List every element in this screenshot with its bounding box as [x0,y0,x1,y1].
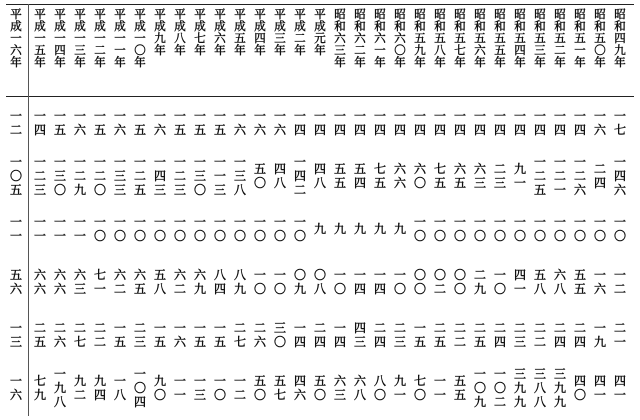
value-cell: 一 四 [373,108,386,137]
value-cell: 五 五 [573,267,586,296]
value-cell: 二 九 [473,267,486,296]
value-cell: 一 四 [493,108,506,137]
value-cell: 一 三 〇 [193,154,206,197]
year-header: 昭 和 五 一 年 [574,7,586,69]
value-cell: 一 四 [373,267,386,296]
value-cell: 六 二 [113,267,126,296]
value-cell: 九 二 [73,373,86,402]
value-cell: 一 九 八 [53,366,66,409]
value-cell: 一 五 [213,108,226,137]
year-column [530,4,550,416]
year-column [390,4,410,416]
value-cell: 一 四 [413,108,426,137]
value-cell: 一 四 [33,108,46,137]
value-cell: 三 九 九 [513,366,526,409]
year-header: 平 成 七 年 [194,7,206,57]
value-cell: 一 六 [593,267,606,296]
year-column [170,4,190,416]
value-cell: 一 六 [73,108,86,137]
year-column [610,4,630,416]
value-cell: 一 三 八 [233,154,246,197]
value-cell: 一 〇 [213,373,226,402]
value-cell: 二 二 [533,320,546,349]
value-cell: 一 〇 [113,214,126,243]
year-header: 昭 和 五 二 年 [554,7,566,69]
value-cell: 一 六 [253,108,266,137]
value-cell: 四 一 [513,267,526,296]
value-cell: 四 一 [593,373,606,402]
value-cell: 一 五 [133,108,146,137]
value-cell: 二 三 [493,161,506,190]
value-cell: 五 〇 [253,373,266,402]
value-cell: 一 四 [473,108,486,137]
value-cell: 一 〇 [533,214,546,243]
value-cell: 一 四 [393,108,406,137]
first-column-rule [28,4,29,416]
value-cell: 〇 〇 [453,267,466,296]
year-header: 昭 和 六 〇 年 [394,7,406,69]
year-header: 昭 和 五 〇 年 [594,7,606,69]
year-header: 平 成 一 三 年 [74,7,86,69]
year-column [410,4,430,416]
year-column [30,4,50,416]
value-cell: 一 〇 [493,214,506,243]
year-header: 平 成 元 年 [314,7,326,57]
value-cell: 二 三 [133,320,146,349]
value-cell: 一 〇 [473,214,486,243]
value-cell: 一 二 五 [133,154,146,197]
value-cell: 一 二 三 [173,154,186,197]
value-cell: 一 一 [33,214,46,243]
value-cell: 一 二 五 [533,154,546,197]
value-cell: 一 〇 [493,267,506,296]
value-cell: 五 四 [353,161,366,190]
year-column [310,4,330,416]
value-cell: 一 二 一 [553,154,566,197]
year-column [330,4,350,416]
value-cell: 一 〇 [293,214,306,243]
value-cell: 一 〇 五 [9,154,22,197]
value-cell: 一 二 [613,267,626,296]
value-cell: 二 三 [513,320,526,349]
value-cell: 一 八 [113,373,126,402]
value-cell: 一 六 [153,108,166,137]
value-cell: 一 五 [173,108,186,137]
year-column [6,4,26,416]
year-header: 平 成 一 五 年 [34,7,46,69]
value-cell: 一 〇 [213,214,226,243]
value-cell: 二 四 [313,320,326,349]
year-header: 昭 和 四 九 年 [614,7,626,69]
value-cell: 四 三 [353,320,366,349]
value-cell: 一 〇 [253,267,266,296]
year-header: 平 成 五 年 [234,7,246,57]
value-cell: 一 〇 [593,214,606,243]
value-cell: 一 〇 [153,214,166,243]
value-cell: 九 一 [513,161,526,190]
value-cell: 二 一 [613,320,626,349]
value-cell: 五 六 [9,267,22,296]
value-cell: 一 〇 二 [493,366,506,409]
value-cell: 五 八 [533,267,546,296]
value-cell: 一 四 六 [613,154,626,197]
value-cell: 一 四 三 [153,154,166,197]
value-cell: 六 三 [73,267,86,296]
value-cell: 二 六 [53,320,66,349]
value-cell: 一 〇 [93,214,106,243]
value-cell: 一 九 [593,320,606,349]
year-header: 平 成 三 年 [274,7,286,57]
value-cell: 六 六 [53,267,66,296]
value-cell: 一 〇 [273,267,286,296]
value-cell: 〇 〇 [413,267,426,296]
value-cell: 一 六 [113,108,126,137]
value-cell: 五 八 [153,267,166,296]
value-cell: 六 六 [393,161,406,190]
value-cell: 八 九 [233,267,246,296]
year-column [190,4,210,416]
value-cell: 六 八 [353,373,366,402]
value-cell: 一 五 [53,108,66,137]
value-cell: 五 〇 [313,373,326,402]
value-cell: 一 一 三 [213,154,226,197]
value-cell: 九 [393,221,406,236]
value-cell: 五 五 [453,373,466,402]
value-cell: 一 五 [153,320,166,349]
value-cell: 七 五 [433,161,446,190]
value-cell: 一 〇 [173,214,186,243]
value-cell: 六 六 [33,267,46,296]
year-header: 昭 和 五 四 年 [514,7,526,69]
value-cell: 六 九 [193,267,206,296]
value-cell: 二 五 [33,320,46,349]
value-cell: 〇 九 [293,267,306,296]
value-cell: 二 二 [453,320,466,349]
year-column [50,4,70,416]
value-cell: 一 三 三 [113,154,126,197]
value-cell: 一 四 [513,108,526,137]
value-cell: 〇 八 [313,267,326,296]
year-column [70,4,90,416]
value-cell: 二 三 [393,320,406,349]
value-cell: 一 四 [533,108,546,137]
year-header: 昭 和 五 七 年 [454,7,466,69]
value-cell: 一 一 [73,214,86,243]
value-cell: 六 五 [133,267,146,296]
value-cell: 一 四 [573,108,586,137]
value-cell: 四 六 [293,373,306,402]
value-cell: 一 六 [593,108,606,137]
value-cell: 四 〇 [573,373,586,402]
year-header: 平 成 九 年 [154,7,166,57]
value-cell: 九 [333,221,346,236]
year-column [510,4,530,416]
value-cell: 一 〇 [513,214,526,243]
value-cell: 五 五 [333,161,346,190]
value-cell: 一 四 [333,108,346,137]
value-cell: 一 二 〇 [93,154,106,197]
value-cell: 一 六 [273,108,286,137]
year-column [470,4,490,416]
year-column [550,4,570,416]
value-cell: 一 〇 [453,214,466,243]
value-cell: 二 五 [473,320,486,349]
value-cell: 一 〇 [433,214,446,243]
year-header: 昭 和 五 八 年 [434,7,446,69]
value-cell: 五 〇 [253,161,266,190]
year-column [490,4,510,416]
year-column [150,4,170,416]
value-cell: 四 八 [313,161,326,190]
year-column [210,4,230,416]
value-cell: 一 〇 [553,214,566,243]
year-column [250,4,270,416]
value-cell: 一 五 [213,320,226,349]
value-cell: 七 一 [93,267,106,296]
value-cell: 一 四 [553,108,566,137]
year-header: 昭 和 六 三 年 [334,7,346,69]
value-cell: 九 四 [93,373,106,402]
value-cell: 一 五 [193,108,206,137]
value-cell: 二 七 [73,320,86,349]
year-header: 平 成 一 〇 年 [134,7,146,69]
value-cell: 七 九 [33,373,46,402]
value-cell: 八 〇 [373,373,386,402]
value-cell: 二 四 [493,320,506,349]
year-column [450,4,470,416]
value-cell: 四 一 [613,373,626,402]
value-cell: 一 一 [53,214,66,243]
value-cell: 六 〇 [413,161,426,190]
value-cell: 二 五 [433,320,446,349]
value-cell: 一 一 [173,373,186,402]
year-header: 昭 和 五 六 年 [474,7,486,69]
value-cell: 一 二 [9,108,22,137]
year-column [430,4,450,416]
value-cell: 一 二 [233,373,246,402]
value-cell: 一 七 [613,108,626,137]
value-cell: 一 四 [453,108,466,137]
year-column [90,4,110,416]
value-cell: 一 五 [413,320,426,349]
year-column [350,4,370,416]
value-cell: 一 〇 [193,214,206,243]
value-cell: 九 一 [393,373,406,402]
value-cell: 一 五 [93,108,106,137]
year-header: 平 成 八 年 [174,7,186,57]
value-cell: 一 〇 九 [473,366,486,409]
value-cell: 一 二 九 [73,154,86,197]
value-cell: 一 〇 [393,267,406,296]
year-header: 昭 和 六 二 年 [354,7,366,69]
value-cell: 九 〇 [153,373,166,402]
value-cell: 一 三 [193,373,206,402]
value-cell: 一 四 [293,320,306,349]
value-cell: 一 五 [193,320,206,349]
value-cell: 一 〇 四 [133,366,146,409]
year-column [370,4,390,416]
value-cell: 一 〇 [333,267,346,296]
value-cell: 二 四 [593,161,606,190]
value-cell: 二 七 [233,320,246,349]
value-cell: 四 八 [273,161,286,190]
value-cell: 一 〇 [413,214,426,243]
value-cell: 二 四 [573,320,586,349]
year-column [130,4,150,416]
value-cell: 五 七 [273,373,286,402]
value-cell: 一 六 [9,373,22,402]
value-cell: 一 三 〇 [53,154,66,197]
value-cell: 一 四 二 [293,154,306,197]
value-cell: 一 四 [313,108,326,137]
value-cell: 一 四 [293,108,306,137]
value-cell: 一 〇 [233,214,246,243]
value-cell: 二 六 [253,320,266,349]
year-header: 平 成 一 六 年 [10,7,22,69]
value-cell: 七 〇 [413,373,426,402]
value-cell: 一 〇 [573,214,586,243]
value-cell: 九 [313,221,326,236]
value-cell: 一 六 [173,320,186,349]
value-cell: 一 一 [433,373,446,402]
year-column [230,4,250,416]
year-header: 昭 和 五 五 年 [494,7,506,69]
year-column [110,4,130,416]
value-cell: 一 四 [353,108,366,137]
year-header: 昭 和 五 九 年 [414,7,426,69]
value-cell: 六 五 [453,161,466,190]
value-cell: 一 六 [233,108,246,137]
year-header: 平 成 四 年 [254,7,266,57]
value-cell: 二 二 [93,320,106,349]
value-cell: 一 〇 [253,214,266,243]
value-cell: 三 〇 [273,320,286,349]
value-cell: 六 二 [173,267,186,296]
value-cell: 七 五 [373,161,386,190]
year-header: 平 成 二 年 [294,7,306,57]
value-cell: 二 四 [553,320,566,349]
value-cell: 一 三 [9,320,22,349]
value-cell: 九 [353,221,366,236]
value-cell: 六 三 [473,161,486,190]
year-column [570,4,590,416]
year-header: 平 成 一 一 年 [114,7,126,69]
year-column [290,4,310,416]
value-cell: 六 八 [553,267,566,296]
value-cell: 一 四 [353,267,366,296]
value-cell: 一 二 三 [33,154,46,197]
value-cell: 一 四 [433,108,446,137]
value-cell: 一 五 [113,320,126,349]
year-header: 平 成 六 年 [214,7,226,57]
value-cell: 二 四 [373,320,386,349]
value-cell: 〇 二 [433,267,446,296]
value-cell: 一 〇 [133,214,146,243]
year-header: 平 成 一 二 年 [94,7,106,69]
statistics-table [6,4,634,416]
value-cell: 三 八 八 [533,366,546,409]
year-header: 昭 和 六 一 年 [374,7,386,69]
value-cell: 一 四 [333,320,346,349]
year-header: 平 成 一 四 年 [54,7,66,69]
year-column [270,4,290,416]
value-cell: 一 〇 [613,214,626,243]
value-cell: 一 一 [9,214,22,243]
value-cell: 九 [373,221,386,236]
value-cell: 八 四 [213,267,226,296]
value-cell: 三 九 九 [553,366,566,409]
year-header: 昭 和 五 三 年 [534,7,546,69]
value-cell: 一 〇 [273,214,286,243]
value-cell: 一 二 六 [573,154,586,197]
value-cell: 六 三 [333,373,346,402]
year-column [590,4,610,416]
